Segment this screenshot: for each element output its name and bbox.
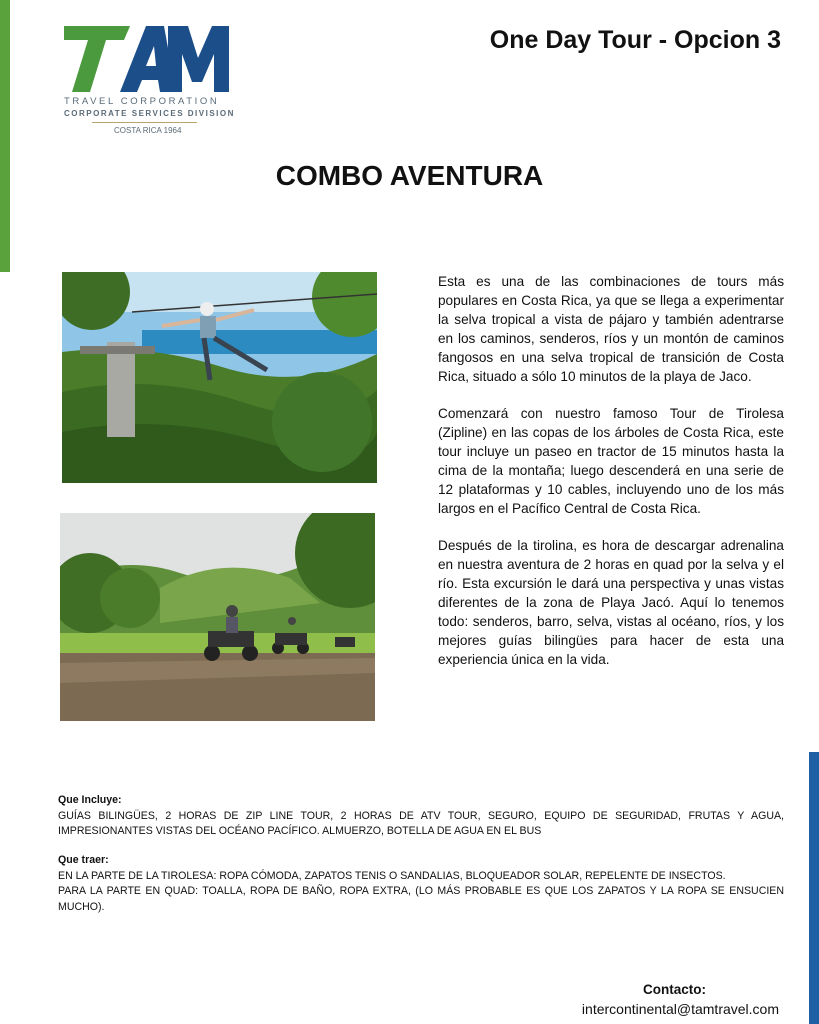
tam-logo-mark: [64, 26, 229, 92]
logo-tagline-1: TRAVEL CORPORATION: [64, 96, 220, 107]
what-to-bring-label: Que traer:: [58, 854, 109, 866]
left-accent-bar: [0, 0, 10, 272]
description-paragraph: Después de la tirolina, es hora de descargar adrenalina en nuestra aventura de 2 horas en quad por la selva y el río. Esta excursión le dará una perspectiva y unas vistas diferentes de la zona de Playa Jacó. Aquí lo tenemos todo: senderos, barro, selva, vistas al océano, ríos, y los mejores guías bilingües para hacer de esta una experiencia única en la vida.: [438, 538, 784, 667]
logo-tagline-2: CORPORATE SERVICES DIVISION: [64, 109, 235, 118]
contact-block: [582, 982, 779, 1017]
description-paragraph: Esta es una de las combinaciones de tours más populares en Costa Rica, ya que se llega a experimentar la selva tropical a vista de pájaro y también adentrarse en los caminos, senderos, ríos y un montón de caminos fangosos en una selva tropical de transición de Costa Rica, situado a sólo 10 minutos de la playa de Jaco.: [438, 274, 784, 384]
contact-email[interactable]: intercontinental@tamtravel.com: [581, 1001, 779, 1017]
what-to-bring-line-2: PARA LA PARTE EN QUAD: TOALLA, ROPA DE BAÑO, ROPA EXTRA, (LO MÁS PROBABLE ES QUE LOS ZAPATOS Y LA ROPA SE ENSUCIEN MUCHO).: [58, 885, 784, 913]
tour-title: One Day Tour - Opcion 3: [489, 26, 781, 54]
what-to-bring-line-1: EN LA PARTE DE LA TIROLESA: ROPA CÓMODA, ZAPATOS TENIS O SANDALIAS, BLOQUEADOR SOLAR, REPELENTE DE INSECTOS.: [58, 869, 726, 882]
zipline-photo: [62, 272, 377, 483]
tour-description: [438, 272, 784, 687]
right-accent-bar: [809, 752, 819, 1024]
logo-tagline-3: COSTA RICA 1964: [114, 126, 182, 135]
includes-section: [58, 793, 784, 840]
includes-label: Que Incluye:: [58, 794, 122, 806]
what-to-bring-section: [58, 853, 784, 915]
tam-logo: [62, 26, 235, 141]
page-title: COMBO AVENTURA: [275, 160, 544, 191]
atv-tour-photo: [60, 513, 375, 721]
logo-divider: [92, 122, 197, 123]
contact-label: Contacto:: [643, 982, 706, 997]
description-paragraph: Comenzará con nuestro famoso Tour de Tirolesa (Zipline) en las copas de los árboles de Costa Rica, este tour incluye un paseo en tractor de 15 minutos hasta la cima de la montaña; luego descenderá en una serie de 12 plataformas y 10 cables, incluyendo uno de los más largos en el Pacífico Central de Costa Rica.: [438, 406, 784, 516]
includes-text: GUÍAS BILINGÜES, 2 HORAS DE ZIP LINE TOUR, 2 HORAS DE ATV TOUR, SEGURO, EQUIPO DE SEGURIDAD, FRUTAS Y AGUA, IMPRESIONANTES VISTAS DEL OCÉANO PACÍFICO. ALMUERZO, BOTELLA DE AGUA EN EL BUS: [58, 809, 784, 837]
